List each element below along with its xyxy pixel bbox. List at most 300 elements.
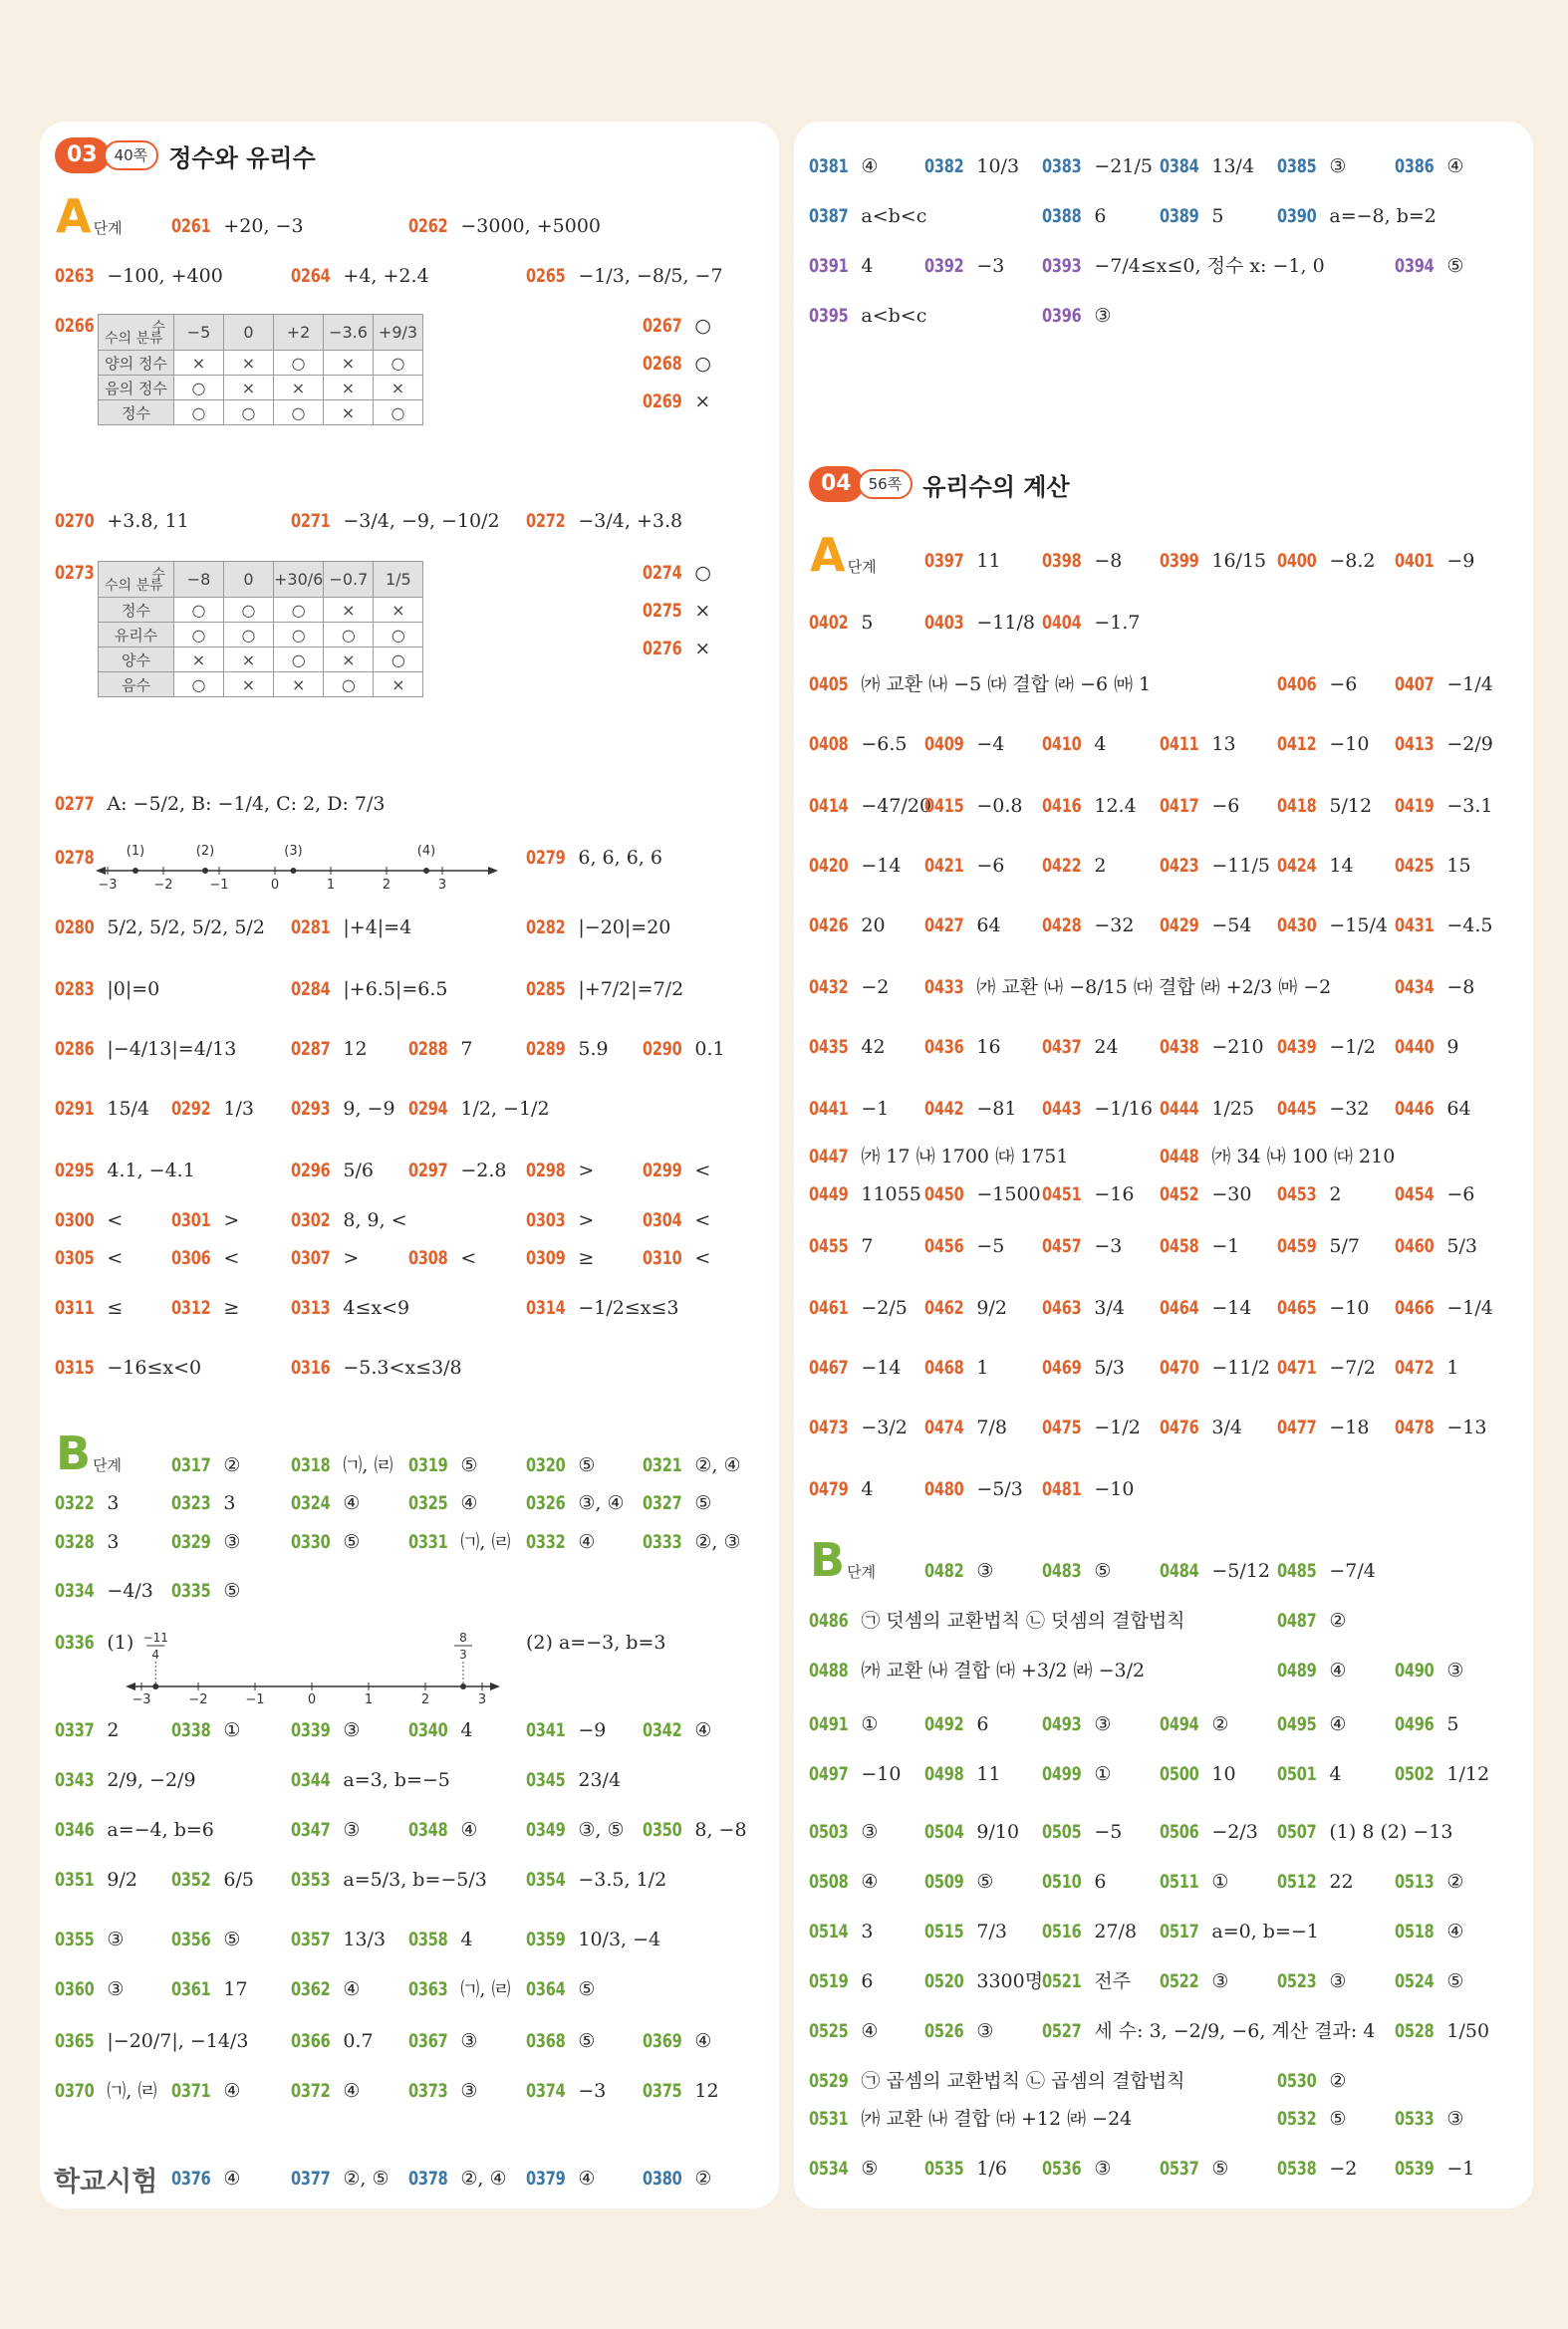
answer-0395	[809, 301, 926, 331]
answer-value: −5	[976, 1235, 1005, 1257]
question-number: 0483	[1042, 1560, 1082, 1582]
answer-value: −10	[1094, 1478, 1135, 1500]
question-number: 0272	[526, 510, 566, 532]
answer-0296	[291, 1156, 374, 1185]
answer-value: 1/2, −1/2	[460, 1098, 550, 1120]
answer-0494	[1160, 1709, 1228, 1739]
answer-value: ㈎ 교환 ㈏ 결합 ㈐ +3/2 ㈑ −3/2	[861, 1660, 1146, 1682]
question-number: 0486	[809, 1610, 849, 1632]
answer-value: 27/8	[1094, 1921, 1138, 1942]
answer-0386	[1395, 151, 1463, 181]
answer-value: −3.5, 1/2	[578, 1869, 667, 1891]
question-number: 0409	[924, 733, 964, 755]
table-cell: ×	[174, 647, 224, 672]
question-number: 0401	[1395, 550, 1435, 572]
question-number: 0274	[643, 562, 682, 584]
answer-value: −1	[1211, 1235, 1240, 1257]
row-label: 정수	[99, 400, 174, 425]
answer-0456	[924, 1231, 1004, 1261]
answer-0370	[55, 2076, 156, 2106]
question-number: 0423	[1160, 855, 1199, 877]
answer-0371	[171, 2076, 240, 2106]
question-number: 0515	[924, 1921, 964, 1942]
answer-0324	[291, 1488, 360, 1518]
question-number: 0385	[1277, 155, 1317, 177]
numberline-point-label: −11	[142, 1631, 168, 1645]
question-number: 0364	[526, 1978, 566, 2000]
question-number: 0336	[55, 1632, 95, 1654]
question-number: 0358	[408, 1929, 448, 1950]
answer-0268	[643, 349, 711, 379]
answer-value: ×	[694, 638, 711, 659]
answer-value: ③	[1329, 1970, 1347, 1992]
answer-0430	[1277, 910, 1388, 940]
answer-value: ③	[107, 1929, 125, 1950]
answer-0484	[1160, 1556, 1270, 1586]
question-number: 0357	[291, 1929, 331, 1950]
answer-value: a=5/3, b=−5/3	[343, 1869, 487, 1891]
question-number: 0405	[809, 673, 849, 695]
answer-0358	[408, 1925, 472, 1954]
answer-0414	[809, 791, 931, 821]
answer-value: ③	[1094, 2158, 1112, 2180]
answer-value: ⑤	[1446, 255, 1464, 277]
question-number: 0534	[809, 2158, 849, 2180]
answer-0292	[171, 1094, 254, 1124]
question-number: 0408	[809, 733, 849, 755]
answer-0346	[55, 1815, 214, 1845]
answer-value: ③	[1094, 1713, 1112, 1735]
question-number: 0432	[809, 976, 849, 998]
answer-value: a<b<c	[861, 205, 927, 227]
question-number: 0422	[1042, 855, 1082, 877]
answer-value: −1/2	[1329, 1036, 1376, 1058]
question-number: 0442	[924, 1098, 964, 1120]
answer-0415	[924, 791, 1023, 821]
answer-0325	[408, 1488, 477, 1518]
answer-0319	[408, 1450, 477, 1480]
question-number: 0323	[171, 1492, 211, 1514]
answer-value: ②	[1446, 1871, 1464, 1893]
question-number: 0395	[809, 305, 849, 327]
question-number: 0535	[924, 2158, 964, 2180]
question-number: 0381	[809, 155, 849, 177]
question-number: 0287	[291, 1038, 331, 1060]
answer-value: 12	[694, 2080, 719, 2102]
answer-0327	[643, 1488, 711, 1518]
question-number: 0375	[643, 2080, 682, 2102]
answer-0539	[1395, 2154, 1474, 2184]
answer-value: 9/10	[976, 1821, 1020, 1843]
question-number: 0418	[1277, 795, 1317, 817]
answer-0394	[1395, 251, 1463, 281]
answer-0295	[55, 1156, 195, 1185]
answer-0507	[1277, 1817, 1453, 1847]
answer-0464	[1160, 1293, 1251, 1323]
answer-0360	[55, 1974, 124, 2004]
row-label: 음의 정수	[99, 376, 174, 400]
answer-0381	[809, 151, 878, 181]
answer-0265	[526, 261, 723, 291]
answer-0298	[526, 1156, 594, 1185]
answer-0425	[1395, 851, 1471, 881]
answer-value: −4	[976, 733, 1005, 755]
answer-0478	[1395, 1413, 1486, 1442]
answer-value: −4/3	[107, 1580, 153, 1602]
answer-value: 11055	[861, 1183, 921, 1205]
answer-0282	[526, 912, 670, 942]
answer-value: 5/3	[1094, 1357, 1125, 1379]
answer-value: ⑤	[1329, 2108, 1347, 2130]
question-number: 0350	[643, 1819, 682, 1841]
answer-0460	[1395, 1231, 1477, 1261]
answer-value: 1/6	[976, 2158, 1007, 2180]
question-number: 0312	[171, 1297, 211, 1319]
question-number: 0303	[526, 1209, 566, 1231]
answer-0375	[643, 2076, 719, 2106]
numberline-tick-label: 3	[477, 1692, 487, 1707]
numberline-point	[132, 868, 138, 874]
question-number: 0458	[1160, 1235, 1199, 1257]
answer-value: +20, −3	[223, 215, 304, 237]
table-cell: ○	[374, 351, 423, 376]
answer-0308	[408, 1243, 476, 1273]
answer-value: ④	[1329, 1713, 1347, 1735]
answer-value: 7/3	[976, 1921, 1007, 1942]
answer-0354	[526, 1865, 666, 1895]
answer-value: 7	[861, 1235, 874, 1257]
answer-value: |+6.5|=6.5	[343, 978, 448, 1000]
question-number: 0327	[643, 1492, 682, 1514]
answer-value: 9/2	[976, 1297, 1007, 1319]
answer-value: −0.8	[976, 795, 1023, 817]
answer-value: −54	[1211, 914, 1252, 936]
answer-0534	[809, 2154, 878, 2184]
answer-value: |−20|=20	[578, 916, 671, 938]
answer-value: −3	[1094, 1235, 1123, 1257]
answer-value: 5/6	[343, 1160, 374, 1181]
answer-value: a<b<c	[861, 305, 927, 327]
answer-value: −3	[976, 255, 1005, 277]
answer-0512	[1277, 1867, 1354, 1897]
answer-0513	[1395, 1867, 1463, 1897]
answer-value: −5.3<x≤3/8	[343, 1357, 462, 1379]
answer-0463	[1042, 1293, 1125, 1323]
question-number: 0345	[526, 1769, 566, 1791]
answer-0406	[1277, 669, 1357, 699]
answer-value: −2/5	[861, 1297, 908, 1319]
answer-0373	[408, 2076, 477, 2106]
answer-0359	[526, 1925, 660, 1954]
question-number: 0394	[1395, 255, 1435, 277]
answer-0290	[643, 1034, 725, 1064]
question-number: 0417	[1160, 795, 1199, 817]
answer-0522	[1160, 1966, 1228, 1996]
question-number: 0523	[1277, 1970, 1317, 1992]
answer-0529	[809, 2066, 1185, 2096]
answer-0490	[1395, 1656, 1463, 1685]
question-number: 0299	[643, 1160, 682, 1181]
question-number: 0499	[1042, 1763, 1082, 1785]
answer-value: 22	[1329, 1871, 1354, 1893]
answer-0355	[55, 1925, 124, 1954]
answer-0455	[809, 1231, 873, 1261]
answer-0436	[924, 1032, 1001, 1062]
answer-value: ㈎ 교환 ㈏ −5 ㈐ 결합 ㈑ −6 ㈒ 1	[861, 673, 1152, 695]
answer-0486	[809, 1606, 1185, 1636]
question-number: 0368	[526, 2030, 566, 2052]
question-number: 0361	[171, 1978, 211, 2000]
answer-0461	[809, 1293, 908, 1323]
answer-0389	[1160, 201, 1223, 231]
table-column-header: +2	[274, 315, 324, 351]
table-0266	[98, 314, 423, 425]
answer-value: −2	[861, 976, 890, 998]
table-column-header: 0	[224, 315, 274, 351]
question-number: 0315	[55, 1357, 95, 1379]
numberline-tick-label: 2	[420, 1692, 430, 1707]
question-number: 0289	[526, 1038, 566, 1060]
answer-value: 6	[976, 1713, 989, 1735]
answer-0497	[809, 1759, 901, 1789]
answer-0264	[291, 261, 429, 291]
question-number: 0434	[1395, 976, 1435, 998]
answer-value: ③, ④	[578, 1492, 625, 1514]
answer-value: −10	[861, 1763, 902, 1785]
answer-0521	[1042, 1966, 1131, 1996]
answer-value: −6	[1211, 795, 1240, 817]
question-number: 0487	[1277, 1610, 1317, 1632]
question-number: 0532	[1277, 2108, 1317, 2130]
answer-0509	[924, 1867, 993, 1897]
answer-value: ㈀, ㈃	[460, 1978, 511, 2000]
answer-value: ②, ④	[694, 1454, 741, 1476]
question-number: 0288	[408, 1038, 448, 1060]
question-number: 0284	[291, 978, 331, 1000]
table-cell: ○	[224, 623, 274, 647]
answer-0330	[291, 1527, 360, 1557]
answer-0304	[643, 1205, 710, 1235]
question-number: 0276	[643, 638, 682, 659]
answer-0263	[55, 261, 223, 291]
answer-value: ②	[1329, 2070, 1347, 2092]
question-number: 0424	[1277, 855, 1317, 877]
answer-value: 4	[1329, 1763, 1342, 1785]
question-number: 0498	[924, 1763, 964, 1785]
answer-value: −1	[1446, 2158, 1475, 2180]
answer-0538	[1277, 2154, 1357, 2184]
question-number: 0485	[1277, 1560, 1317, 1582]
answer-0314	[526, 1293, 679, 1323]
question-number: 0526	[924, 2020, 964, 2042]
answer-value: 2	[107, 1719, 120, 1741]
answer-0273	[55, 558, 107, 588]
answer-value: 4.1, −4.1	[107, 1160, 195, 1181]
question-number: 0530	[1277, 2070, 1317, 2092]
question-number: 0443	[1042, 1098, 1082, 1120]
answer-0288	[408, 1034, 472, 1064]
table-cell: ○	[174, 672, 224, 697]
answer-0441	[809, 1094, 889, 1124]
answer-0435	[809, 1032, 886, 1062]
question-number: 0402	[809, 612, 849, 634]
answer-value: A: −5/2, B: −1/4, C: 2, D: 7/3	[107, 793, 386, 815]
level-b-letter: B	[810, 1533, 846, 1587]
answer-0380	[643, 2164, 711, 2194]
question-number: 0369	[643, 2030, 682, 2052]
table-row	[99, 598, 423, 623]
answer-value: ④	[343, 1492, 361, 1514]
question-number: 0275	[643, 600, 682, 622]
question-number: 0340	[408, 1719, 448, 1741]
answer-0336b	[526, 1628, 665, 1658]
answer-0465	[1277, 1293, 1369, 1323]
answer-value: 4	[460, 1929, 473, 1950]
question-number: 0495	[1277, 1713, 1317, 1735]
answer-0496	[1395, 1709, 1458, 1739]
answer-0305	[55, 1243, 123, 1273]
answer-value: 23/4	[578, 1769, 622, 1791]
answer-0384	[1160, 151, 1254, 181]
question-number: 0321	[643, 1454, 682, 1476]
question-number: 0374	[526, 2080, 566, 2102]
answer-0342	[643, 1715, 711, 1745]
answer-value: −3.1	[1446, 795, 1493, 817]
answer-0363	[408, 1974, 510, 2004]
answer-0275	[643, 596, 710, 626]
question-number: 0440	[1395, 1036, 1435, 1058]
question-number: 0302	[291, 1209, 331, 1231]
table-cell: ○	[174, 623, 224, 647]
question-number: 0279	[526, 847, 566, 869]
answer-0528	[1395, 2016, 1489, 2046]
question-number: 0439	[1277, 1036, 1317, 1058]
table-cell: ×	[374, 598, 423, 623]
answer-value: 4	[861, 1478, 874, 1500]
table-cell: ×	[324, 647, 374, 672]
answer-0443	[1042, 1094, 1153, 1124]
question-number: 0333	[643, 1531, 682, 1553]
question-number: 0444	[1160, 1098, 1199, 1120]
answer-value: ≥	[578, 1247, 595, 1269]
question-number: 0512	[1277, 1871, 1317, 1893]
question-number: 0497	[809, 1763, 849, 1785]
answer-value: +3.8, 11	[107, 510, 189, 532]
answer-0452	[1160, 1179, 1251, 1209]
answer-0432	[809, 972, 889, 1002]
section-03-header	[55, 137, 316, 173]
answer-value: ①	[861, 1713, 879, 1735]
answer-value: ④	[1329, 1660, 1347, 1682]
numberline-tick-label: −2	[188, 1692, 208, 1707]
answer-value: (2) a=−3, b=3	[526, 1632, 666, 1654]
question-number: 0322	[55, 1492, 95, 1514]
answer-value: −210	[1211, 1036, 1264, 1058]
answer-value: ⑤	[578, 2030, 596, 2052]
answer-0347	[291, 1815, 360, 1845]
answer-value: −9	[578, 1719, 607, 1741]
answer-value: 24	[1094, 1036, 1119, 1058]
numberline-point	[460, 1683, 466, 1689]
row-label: 양수	[99, 647, 174, 672]
answer-value: ③	[976, 2020, 994, 2042]
question-number: 0373	[408, 2080, 448, 2102]
answer-0438	[1160, 1032, 1264, 1062]
question-number: 0407	[1395, 673, 1435, 695]
answer-value: ③	[1329, 155, 1347, 177]
question-number: 0296	[291, 1160, 331, 1181]
question-number: 0324	[291, 1492, 331, 1514]
answer-0411	[1160, 729, 1236, 759]
answer-0340	[408, 1715, 472, 1745]
answer-value: 1	[1446, 1357, 1459, 1379]
answer-value: −8	[1446, 976, 1475, 998]
question-number: 0388	[1042, 205, 1082, 227]
answer-value: ④	[861, 155, 879, 177]
answer-value: >	[578, 1160, 595, 1181]
answer-value: 3	[107, 1492, 120, 1514]
numberline-tick-label: 0	[270, 878, 280, 893]
answer-0516	[1042, 1917, 1137, 1946]
question-number: 0470	[1160, 1357, 1199, 1379]
question-number: 0270	[55, 510, 95, 532]
question-number: 0377	[291, 2168, 331, 2190]
question-number: 0502	[1395, 1763, 1435, 1785]
answer-0374	[526, 2076, 606, 2106]
answer-0510	[1042, 1867, 1106, 1897]
table-corner-header: 수 수의 분류	[99, 562, 174, 598]
question-number: 0403	[924, 612, 964, 634]
question-number: 0459	[1277, 1235, 1317, 1257]
answer-value: ③	[343, 1819, 361, 1841]
question-number: 0382	[924, 155, 964, 177]
answer-0439	[1277, 1032, 1376, 1062]
question-number: 0285	[526, 978, 566, 1000]
answer-value: ㈎ 34 ㈏ 100 ㈐ 210	[1211, 1146, 1396, 1167]
question-number: 0335	[171, 1580, 211, 1602]
answer-0424	[1277, 851, 1354, 881]
answer-value: ④	[578, 1531, 596, 1553]
answer-0514	[809, 1917, 873, 1946]
question-number: 0481	[1042, 1478, 1082, 1500]
question-number: 0465	[1277, 1297, 1317, 1319]
answer-0423	[1160, 851, 1270, 881]
numberline-point	[152, 1683, 158, 1689]
answer-value: ④	[694, 1719, 712, 1741]
answer-0481	[1042, 1474, 1134, 1504]
question-number: 0342	[643, 1719, 682, 1741]
answer-value: 4	[861, 255, 874, 277]
question-number: 0316	[291, 1357, 331, 1379]
numberline-point-label: 3	[459, 1648, 467, 1662]
answer-0269	[643, 387, 710, 416]
answer-value: 5/2, 5/2, 5/2, 5/2	[107, 916, 265, 938]
answer-0398	[1042, 546, 1122, 576]
question-number: 0441	[809, 1098, 849, 1120]
answer-0349	[526, 1815, 625, 1845]
answer-value: ⑤	[694, 1492, 712, 1514]
answer-value: a=3, b=−5	[343, 1769, 450, 1791]
question-number: 0392	[924, 255, 964, 277]
section-page: 56쪽	[858, 469, 914, 499]
answer-value: −14	[1211, 1297, 1252, 1319]
answer-value: ⑤	[1094, 1560, 1112, 1582]
answer-value: −1.7	[1094, 612, 1141, 634]
answer-value: ㈀, ㈃	[460, 1531, 511, 1553]
question-number: 0380	[643, 2168, 682, 2190]
answer-value: ⑤	[1446, 1970, 1464, 1992]
answer-0377	[291, 2164, 390, 2194]
